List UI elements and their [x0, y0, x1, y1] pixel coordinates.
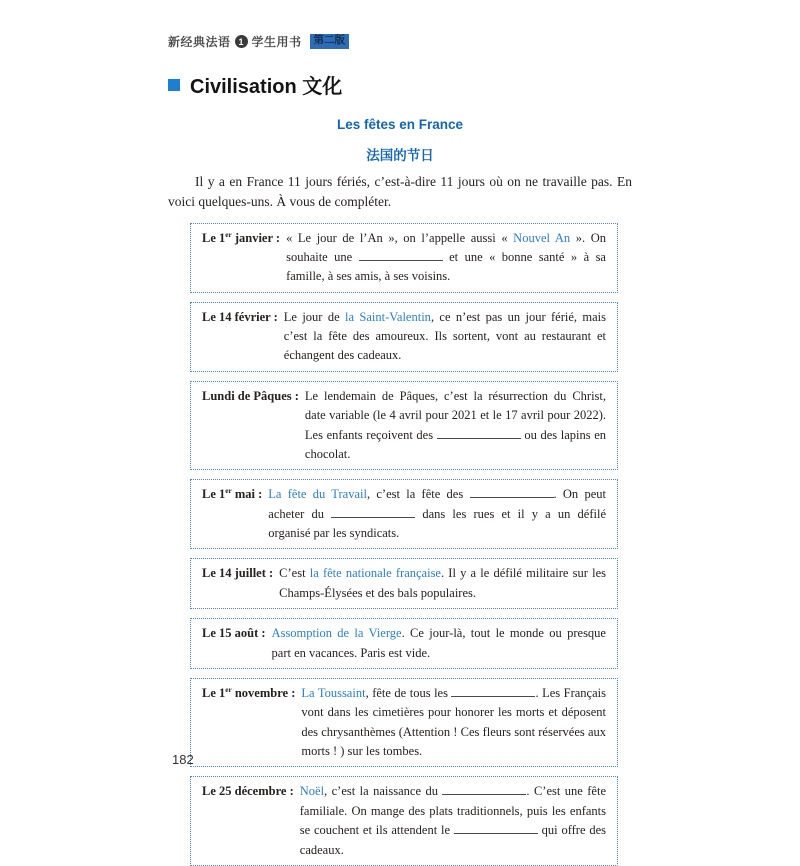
holiday-description: Noël, c’est la naissance du . C’est une fête familiale. On mange des plats traditionnels, puis les enfants se couchent et ils attendent le qui offre des cadeaux. [299, 784, 607, 857]
holiday-description: Assomption de la Vierge. Ce jour-là, tout le monde ou presque part en vacances. Paris est vide. [271, 626, 606, 660]
lesson-title-french: Les fêtes en France [336, 117, 464, 132]
fill-in-blank [437, 428, 521, 439]
holiday-date-label: Le 1er novembre : [202, 685, 296, 700]
holiday-box [190, 479, 618, 549]
blue-square-marker-icon [168, 79, 180, 91]
holiday-box [190, 223, 618, 293]
holiday-description: Le jour de la Saint-Valentin, ce n’est pas un jour férié, mais c’est la fête des amoureux. Ils sortent, vont au restaurant et échangent des cadeaux. [283, 309, 606, 363]
holiday-box [190, 381, 618, 471]
book-subtitle: 学生用书 [251, 35, 302, 49]
holiday-description: « Le jour de l’An », on l’appelle aussi « Nouvel An ». On souhaite une et une « bonne santé » à sa famille, à ses amis, à ses voisins. [286, 230, 606, 284]
holiday-date-label: Le 25 décembre : [202, 784, 294, 799]
page-number: 182 [172, 752, 194, 767]
holiday-box [190, 618, 618, 669]
holiday-description: La Toussaint, fête de tous les . Les Français vont dans les cimetières pour honorer les morts et déposent des chrysanthèmes (Attention ! Ces fleurs sont réservées aux morts ! ) sur les tombes. [301, 685, 606, 758]
holiday-box [190, 678, 618, 768]
intro-paragraph: Il y a en France 11 jours fériés, c’est-à-dire 11 jours où on ne travaille pas. En voici quelques-uns. À vous de compléter. [168, 174, 632, 210]
fill-in-blank [359, 250, 443, 261]
lesson-title-chinese: 法国的节日 [366, 148, 434, 163]
section-title [168, 71, 632, 97]
holiday-description: C’est la fête nationale française. Il y a le défilé militaire sur les Champs-Élysées et des bals populaires. [279, 566, 607, 600]
volume-number-badge: 1 [235, 35, 248, 48]
holiday-date-label: Le 15 août : [202, 626, 266, 641]
holiday-date-label: Lundi de Pâques : [202, 388, 299, 403]
series-title: 新经典法语 [168, 35, 231, 49]
fill-in-blank [451, 686, 535, 697]
fill-in-blank [454, 823, 538, 834]
edition-badge: 第二版 [310, 34, 350, 49]
holiday-date-label: Le 14 juillet : [202, 566, 274, 581]
fill-in-blank [442, 784, 526, 795]
fill-in-blank [331, 507, 415, 518]
holiday-description: La fête du Travail, c’est la fête des . On peut acheter du dans les rues et il y a un défilé organisé par les syndicats. [268, 487, 607, 540]
book-header [168, 34, 632, 49]
holiday-description: Le lendemain de Pâques, c’est la résurrection du Christ, date variable (le 4 avril pour 2021 et le 17 avril pour 2022). Les enfants reçoivent des ou des lapins en chocolat. [304, 388, 606, 461]
holiday-box [190, 558, 618, 609]
holiday-date-label: Le 14 février : [202, 309, 278, 324]
holiday-boxes-list [190, 223, 618, 866]
holiday-date-label: Le 1er mai : [202, 487, 263, 502]
holiday-box [190, 776, 618, 866]
holiday-date-label: Le 1er janvier : [202, 230, 281, 245]
fill-in-blank [470, 487, 554, 498]
section-title-text: Civilisation 文化 [190, 75, 343, 98]
holiday-box [190, 302, 618, 372]
